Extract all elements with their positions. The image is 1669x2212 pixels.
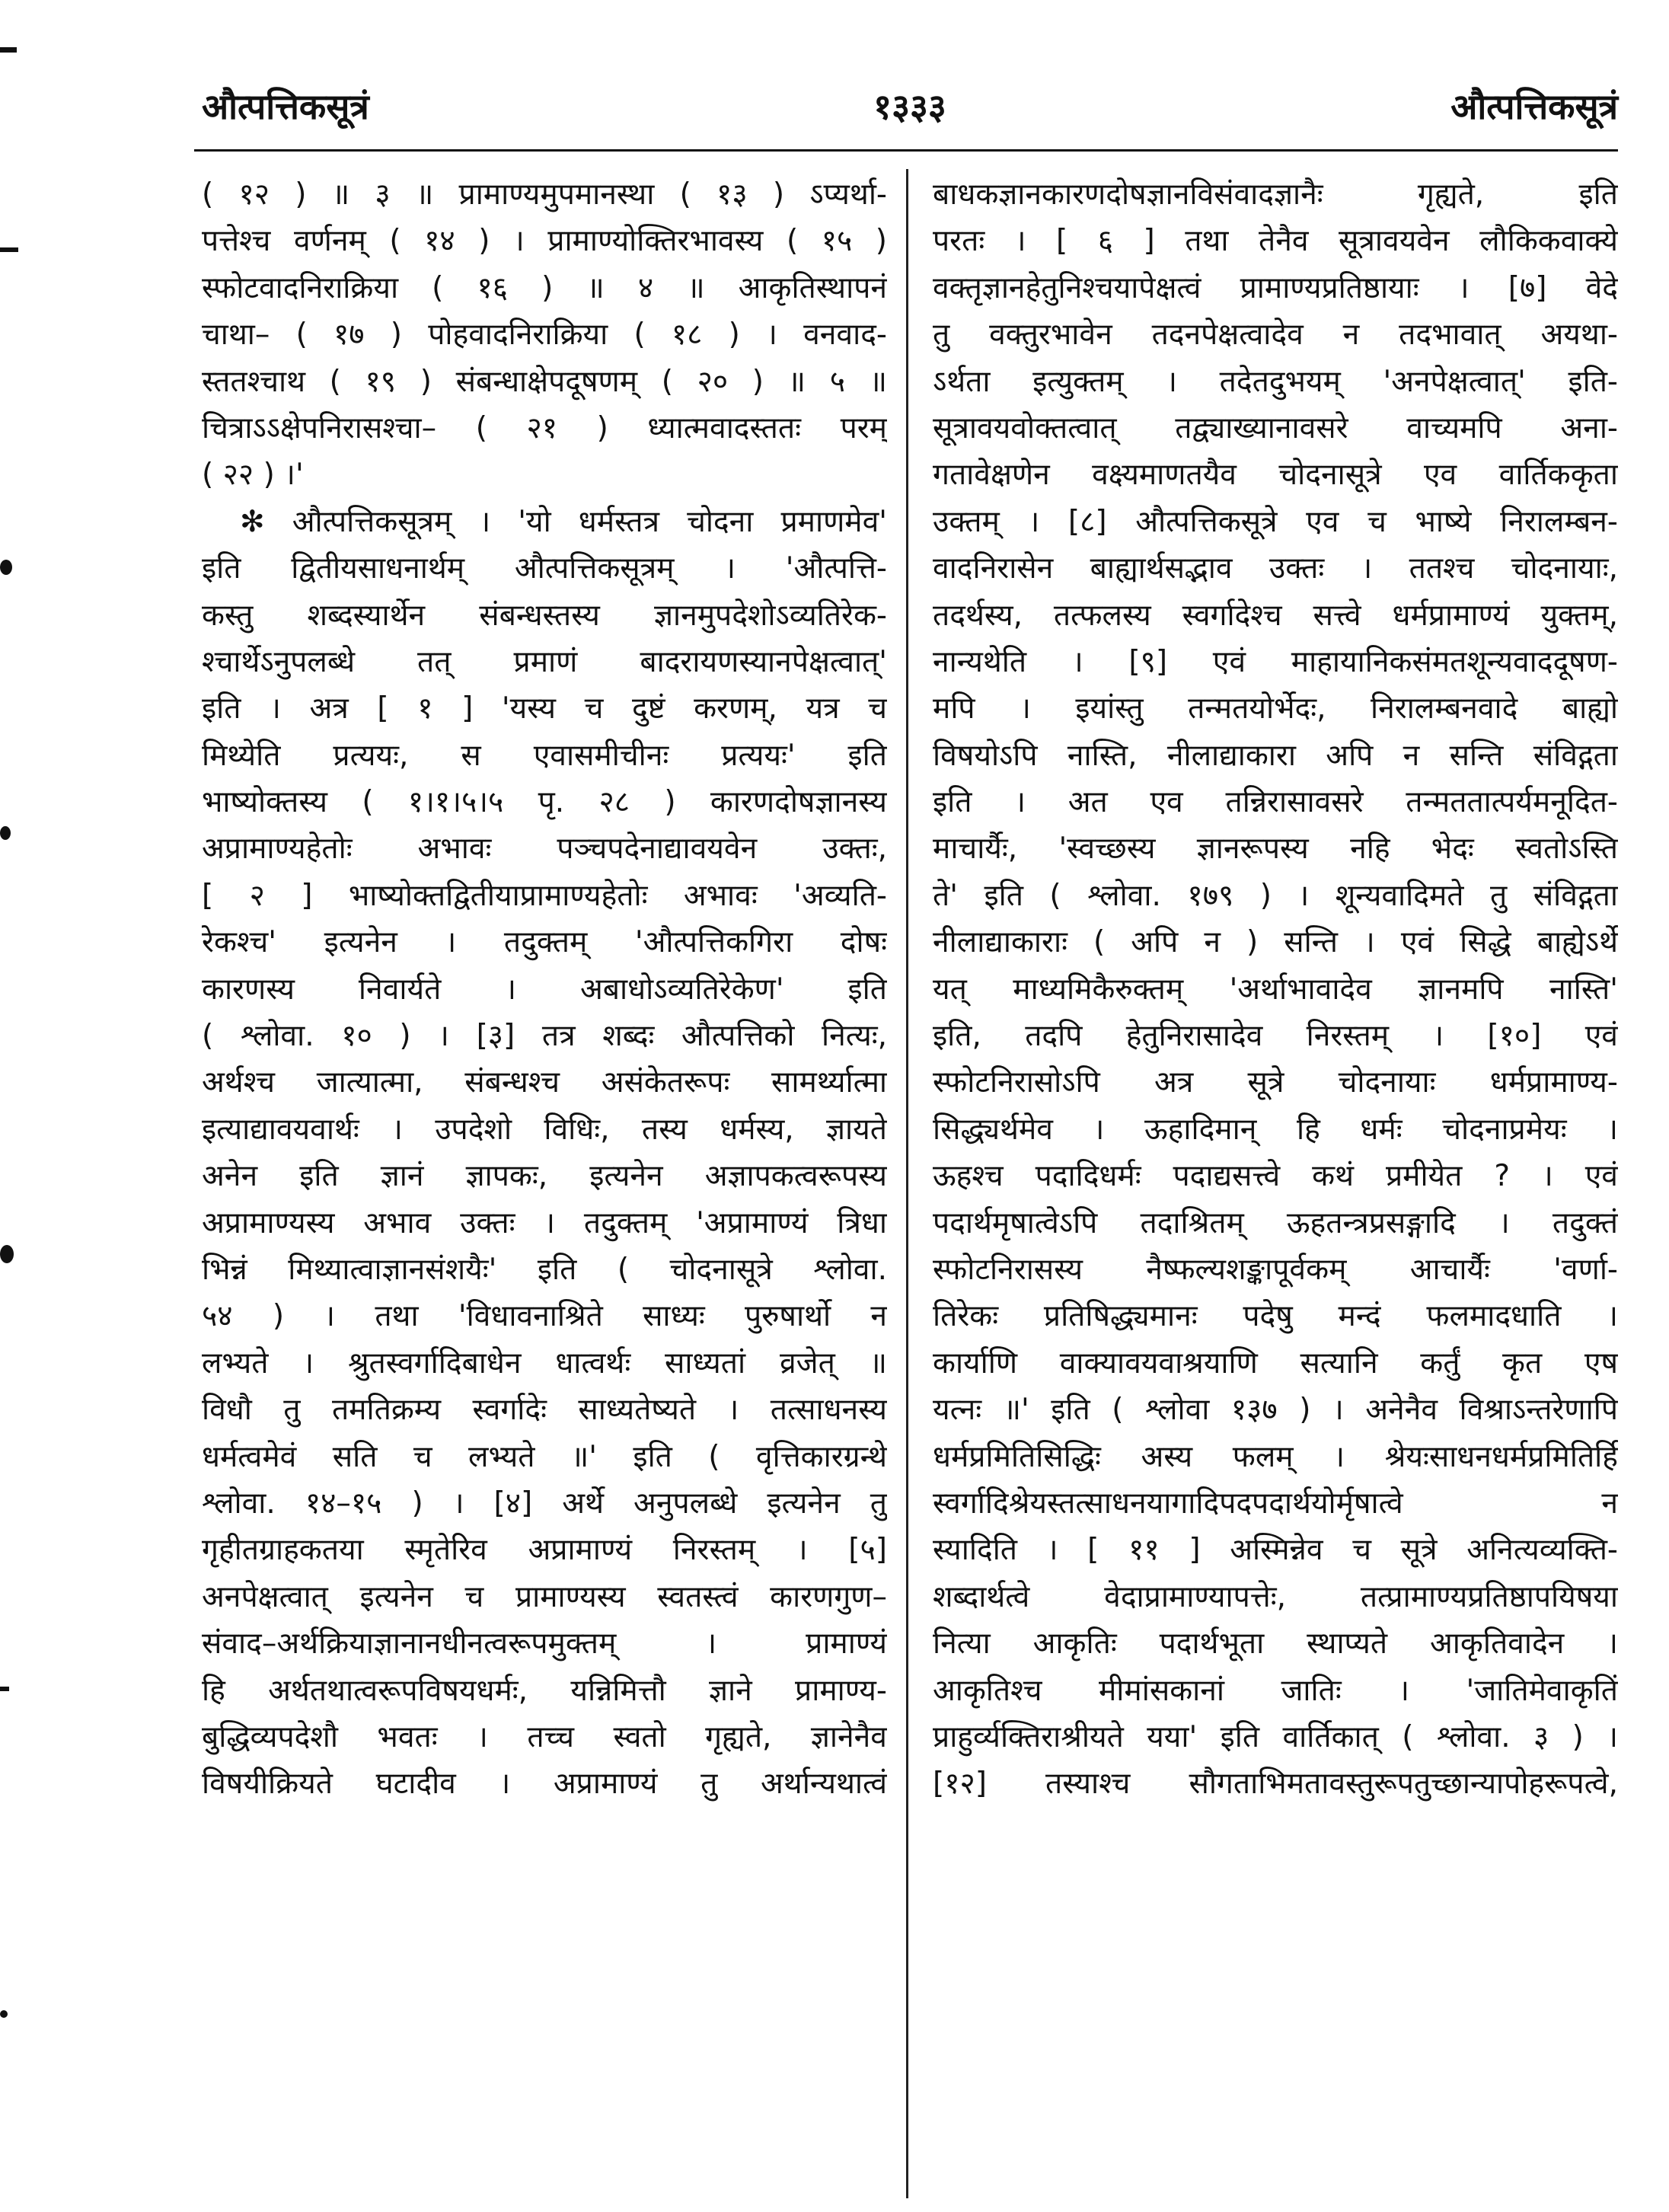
text-line: इत्याद्यावयवार्थः । उपदेशो विधिः, तस्य धर्मस्य, ज्ञायते [202,1112,887,1147]
text-line: वादनिरासेन बाह्यार्थसद्भाव उक्तः । ततश्च चोदनायाः, [933,551,1618,586]
text-line: चित्राऽऽक्षेपनिरासश्चा– ( २१ ) ध्यात्मवादस्ततः परम् [202,410,887,445]
text-line: स्फोटवादनिराक्रिया ( १६ ) ॥ ४ ॥ आकृतिस्थापनं [202,270,887,305]
text-line: यत्नः ॥' इति ( श्लोवा १३७ ) । अनेनैव विश्राऽन्तरेणापि [933,1393,1618,1428]
text-line: रेकश्च' इत्यनेन । तदुक्तम् 'औत्पत्तिकगिरा दोषः [202,925,887,960]
text-line: स्वर्गादिश्रेयस्तत्साधनयागादिपदपदार्थयोर्मृषात्वे न [933,1486,1618,1521]
scan-edge-mark [0,47,17,53]
text-line: श्लोवा. १४–१५ ) । [४] अर्थे अनुपलब्धे इत्यनेन तु [202,1486,887,1521]
header-title-right: औत्पत्तिकसूत्रं [1450,86,1618,127]
column-divider [906,169,908,2198]
text-line: परतः । [ ६ ] तथा तेनैव सूत्रावयवेन लौकिकवाक्ये [933,224,1618,259]
text-line: ✻ औत्पत्तिकसूत्रम् । 'यो धर्मस्तत्र चोदना प्रमाणमेव' [240,504,887,539]
text-line: सूत्रावयवोक्तत्वात् तद्व्याख्यानावसरे वाच्यमपि अना- [933,410,1618,445]
text-line: अनेन इति ज्ञानं ज्ञापकः, इत्यनेन अज्ञापकत्वरूपस्य [202,1159,887,1194]
text-line: इति । अत एव तन्निरासावसरे तन्मततात्पर्यमनूदित- [933,785,1618,820]
running-header [202,76,1618,137]
text-line: भिन्नं मिथ्यात्वाज्ञानसंशयैः' इति ( चोदनासूत्रे श्लोवा. [202,1252,887,1287]
text-line: गतावेक्षणेन वक्ष्यमाणतयैव चोदनासूत्रे एव वार्तिककृता [933,458,1618,493]
text-line: श्चार्थेऽनुपलब्धे तत् प्रमाणं बादरायणस्यानपेक्षत्वात्' [202,644,887,679]
text-line: अनपेक्षत्वात् इत्यनेन च प्रामाण्यस्य स्वतस्त्वं कारणगुण– [202,1579,887,1614]
text-line: अप्रामाण्यस्य अभाव उक्तः । तदुक्तम् 'अप्रामाण्यं त्रिधा [202,1205,887,1240]
text-line: हि अर्थतथात्वरूपविषयधर्मः, यन्निमित्तौ ज्ञाने प्रामाण्य- [202,1673,887,1708]
text-line: [ २ ] भाष्योक्तद्वितीयाप्रामाण्यहेतोः अभावः 'अव्यति- [202,878,887,913]
text-line: मिथ्येति प्रत्ययः, स एवासमीचीनः प्रत्ययः' इति [202,738,887,773]
scan-edge-mark [0,826,11,840]
text-line: नित्या आकृतिः पदार्थभूता स्थाप्यते आकृतिवादेन । [933,1626,1618,1661]
text-line: उक्तम् । [८] औत्पत्तिकसूत्रे एव च भाष्ये निरालम्बन- [933,504,1618,539]
text-line: तु वक्तुरभावेन तदनपेक्षत्वादेव न तदभावात् अयथा- [933,318,1618,353]
text-line: नान्यथेति । [९] एवं माहायानिकसंमतशून्यवाददूषण- [933,644,1618,679]
text-line: पदार्थमृषात्वेऽपि तदाश्रितम् ऊहतन्त्रप्रसङ्गादि । तदुक्तं [933,1205,1618,1240]
text-line: माचार्यैः, 'स्वच्छस्य ज्ञानरूपस्य नहि भेदः स्वतोऽस्ति [933,831,1618,867]
text-line: स्फोटनिरासस्य नैष्फल्यशङ्कापूर्वकम् आचार्यैः 'वर्णा- [933,1252,1618,1287]
text-line: स्यादिति । [ ११ ] अस्मिन्नेव च सूत्रे अनित्यव्यक्ति- [933,1533,1618,1568]
text-line: विधौ तु तमतिक्रम्य स्वर्गादेः साध्यतेष्यते । तत्साधनस्य [202,1393,887,1428]
text-line: नीलाद्याकाराः ( अपि न ) सन्ति । एवं सिद्धे बाह्येऽर्थे [933,925,1618,960]
text-line: ५४ ) । तथा 'विधावनाश्रिते साध्यः पुरुषार्थो न [202,1299,887,1334]
text-line: [१२] तस्याश्च सौगताभिमतावस्तुरूपतुच्छान्यापोहरूपत्वे, [933,1767,1618,1802]
text-line: कारणस्य निवार्यते । अबाधोऽव्यतिरेकेण' इति [202,972,887,1007]
text-line: कार्याणि वाक्यावयवाश्रयाणि सत्यानि कर्तुं कृत एष [933,1345,1618,1381]
text-line: संवाद–अर्थक्रियाज्ञानानधीनत्वरूपमुक्तम् । प्रामाण्यं [202,1626,887,1661]
text-line: लभ्यते । श्रुतस्वर्गादिबाधेन धात्वर्थः साध्यतां व्रजेत् ॥ [202,1345,887,1381]
text-line: शब्दार्थत्वे वेदाप्रामाण्यापत्तेः, तत्प्रामाण्यप्रतिष्ठापयिषया [933,1579,1618,1614]
text-line: ( २२ ) ।' [202,458,304,493]
text-line: अर्थश्च जात्यात्मा, संबन्धश्च असंकेतरूपः सामर्थ्यात्मा [202,1065,887,1100]
text-line: सिद्ध्यर्थमेव । ऊहादिमान् हि धर्मः चोदनाप्रमेयः । [933,1112,1618,1147]
text-line: ( श्लोवा. १० ) । [३] तत्र शब्दः औत्पत्तिको नित्यः, [202,1019,887,1054]
text-line: ( १२ ) ॥ ३ ॥ प्रामाण्यमुपमानस्था ( १३ ) ऽप्यर्था- [202,177,887,212]
text-line: भाष्योक्तस्य ( १।१।५।५ पृ. २८ ) कारणदोषज्ञानस्य [202,785,887,820]
text-line: यत् माध्यमिकैरुक्तम् 'अर्थाभावादेव ज्ञानमपि नास्ति' [933,972,1618,1007]
text-line: स्फोटनिरासोऽपि अत्र सूत्रे चोदनायाः धर्मप्रामाण्य- [933,1065,1618,1100]
text-line: बुद्धिव्यपदेशौ भवतः । तच्च स्वतो गृह्यते, ज्ञानेनैव [202,1719,887,1754]
text-line: गृहीतग्राहकतया स्मृतेरिव अप्रामाण्यं निरस्तम् । [५] [202,1533,887,1568]
text-line: तिरेकः प्रतिषिद्ध्यमानः पदेषु मन्दं फलमादधाति । [933,1299,1618,1334]
text-line: प्राहुर्व्यक्तिराश्रीयते यया' इति वार्तिकात् ( श्लोवा. ३ ) । [933,1719,1618,1754]
page-number: १३३३ [873,86,946,127]
text-line: विषयीक्रियते घटादीव । अप्रामाण्यं तु अर्थान्यथात्वं [202,1767,887,1802]
scan-edge-mark [0,1245,14,1263]
text-line: कस्तु शब्दस्यार्थेन संबन्धस्तस्य ज्ञानमुपदेशोऽव्यतिरेक- [202,598,887,633]
text-line: बाधकज्ञानकारणदोषज्ञानविसंवादज्ञानैः गृह्यते, इति [933,177,1618,212]
right-column [933,171,1618,2197]
text-line: इति द्वितीयसाधनार्थम् औत्पत्तिकसूत्रम् । 'औत्पत्ति- [202,551,887,586]
text-line: ते' इति ( श्लोवा. १७९ ) । शून्यवादिमते तु संविद्गता [933,878,1618,913]
left-column [202,171,887,2197]
text-line: ऽर्थता इत्युक्तम् । तदेतदुभयम् 'अनपेक्षत्वात्' इति- [933,364,1618,399]
text-line: तदर्थस्य, तत्फलस्य स्वर्गादेश्च सत्त्वे धर्मप्रामाण्यं युक्तम्, [933,598,1618,633]
text-line: अप्रामाण्यहेतोः अभावः पञ्चपदेनाद्यावयवेन उक्तः, [202,831,887,867]
text-line: वक्तृज्ञानहेतुनिश्चयापेक्षत्वं प्रामाण्यप्रतिष्ठायाः । [७] वेदे [933,270,1618,305]
text-line: पत्तेश्च वर्णनम् ( १४ ) । प्रामाण्योक्तिरभावस्य ( १५ ) [202,224,887,259]
text-line: स्ततश्चाथ ( १९ ) संबन्धाक्षेपदूषणम् ( २० ) ॥ ५ ॥ [202,364,887,399]
header-title-left: औत्पत्तिकसूत्रं [202,86,369,127]
text-line: धर्मप्रमितिसिद्धिः अस्य फलम् । श्रेयःसाधनधर्मप्रमितिर्हि [933,1439,1618,1474]
text-line: आकृतिश्च मीमांसकानां जातिः । 'जातिमेवाकृतिं [933,1673,1618,1708]
text-line: चाथा– ( १७ ) पोहवादनिराक्रिया ( १८ ) । वनवाद- [202,318,887,353]
text-line: मपि । इयांस्तु तन्मतयोर्भेदः, निरालम्बनवादे बाह्यो [933,691,1618,726]
scan-edge-mark [0,2010,8,2018]
text-line: धर्मत्वमेवं सति च लभ्यते ॥' इति ( वृत्तिकारग्रन्थे [202,1439,887,1474]
text-line: ऊहश्च पदादिधर्मः पदाद्यसत्त्वे कथं प्रमीयेत ? । एवं [933,1159,1618,1194]
text-line: विषयोऽपि नास्ति, नीलाद्याकारा अपि न सन्ति संविद्गता [933,738,1618,773]
text-line: इति । अत्र [ १ ] 'यस्य च दुष्टं करणम्, यत्र च [202,691,887,726]
scan-edge-mark [0,1687,9,1691]
scan-edge-mark [0,247,18,252]
scan-edge-mark [0,560,12,575]
text-line: इति, तदपि हेतुनिरासादेव निरस्तम् । [१०] एवं [933,1019,1618,1054]
header-rule [194,149,1618,152]
